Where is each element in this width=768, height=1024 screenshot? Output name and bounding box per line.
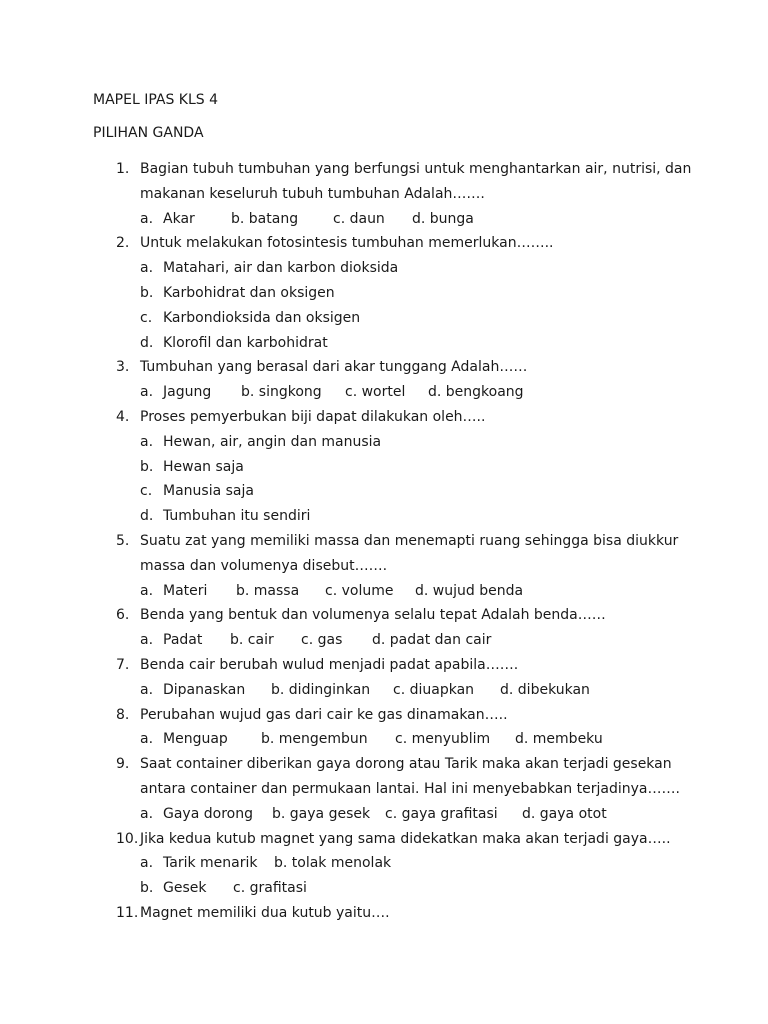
question-item	[0, 529, 768, 603]
question-line	[0, 355, 768, 380]
question-line	[0, 827, 768, 852]
option-text: b. batang	[231, 210, 299, 227]
option-text: d. membeku	[515, 731, 603, 748]
option-letter: b.	[140, 880, 154, 897]
option-text: c. grafitasi	[233, 880, 307, 897]
question-item	[0, 405, 768, 529]
option-letter: a.	[140, 805, 154, 822]
question-item	[0, 703, 768, 753]
question-line	[0, 901, 768, 926]
answer-option-row	[0, 380, 768, 405]
option-text: Gaya dorong	[163, 805, 253, 822]
question-number: 2.	[116, 235, 130, 252]
option-text: Hewan saja	[163, 458, 244, 475]
question-number: 1.	[116, 161, 130, 177]
question-item	[0, 827, 768, 901]
question-text: Bagian tubuh tumbuhan yang berfungsi untuk menghantarkan air, nutrisi, dan	[140, 161, 692, 177]
option-letter: d.	[140, 508, 154, 525]
option-text: b. cair	[230, 632, 274, 649]
option-letter: a.	[140, 681, 154, 698]
section-heading: PILIHAN GANDA	[93, 125, 204, 141]
option-text: b. tolak menolak	[274, 855, 392, 872]
option-text: c. volume	[325, 582, 394, 599]
option-letter: a.	[140, 731, 154, 748]
question-text: Perubahan wujud gas dari cair ke gas dinamakan…..	[140, 706, 508, 723]
option-text: Karbondioksida dan oksigen	[163, 309, 361, 326]
question-line	[0, 603, 768, 628]
question-text: makanan keseluruh tubuh tumbuhan Adalah…….	[140, 185, 485, 202]
option-letter: b.	[140, 458, 154, 475]
option-text: Matahari, air dan karbon dioksida	[163, 260, 399, 277]
answer-option-row	[0, 876, 768, 901]
question-line	[0, 653, 768, 678]
question-number: 4.	[116, 408, 130, 425]
answer-option	[0, 455, 768, 480]
option-text: Materi	[163, 582, 208, 599]
question-number: 10.	[116, 830, 139, 847]
option-text: Gesek	[163, 880, 207, 897]
answer-option-row	[0, 851, 768, 876]
option-text: b. didinginkan	[271, 681, 371, 698]
question-text: Benda cair berubah wulud menjadi padat apabila…….	[140, 656, 519, 673]
option-letter: d.	[140, 334, 154, 351]
option-text: Menguap	[163, 731, 228, 748]
option-letter: a.	[140, 632, 154, 649]
answer-option-row	[0, 727, 768, 752]
answer-option-row	[0, 678, 768, 703]
question-text: Jika kedua kutub magnet yang sama didekatkan maka akan terjadi gaya…..	[140, 830, 671, 847]
option-letter: a.	[140, 210, 154, 227]
option-text: c. menyublim	[395, 731, 491, 748]
question-text: Tumbuhan yang berasal dari akar tunggang Adalah……	[140, 359, 528, 376]
option-text: c. gas	[301, 632, 343, 649]
question-text: Saat container diberikan gaya dorong atau Tarik maka akan terjadi gesekan	[140, 756, 672, 773]
question-text: Proses pemyerbukan biji dapat dilakukan oleh…..	[140, 408, 486, 425]
question-number: 8.	[116, 706, 130, 723]
option-text: b. massa	[236, 582, 300, 599]
question-list	[0, 157, 768, 926]
answer-option	[0, 430, 768, 455]
question-text: Benda yang bentuk dan volumenya selalu tepat Adalah benda……	[140, 607, 606, 624]
option-text: Tarik menarik	[163, 855, 258, 872]
option-text: Karbohidrat dan oksigen	[163, 284, 335, 301]
question-number: 7.	[116, 656, 130, 673]
option-text: d. bengkoang	[428, 384, 524, 401]
option-text: b. mengembun	[261, 731, 368, 748]
answer-option	[0, 479, 768, 504]
option-letter: c.	[140, 483, 153, 500]
question-item	[0, 752, 768, 826]
question-item	[0, 231, 768, 355]
option-text: d. wujud benda	[415, 582, 524, 599]
answer-option-row	[0, 207, 768, 232]
option-letter: a.	[140, 384, 154, 401]
option-text: d. bunga	[412, 210, 474, 227]
question-line	[0, 703, 768, 728]
question-number: 3.	[116, 359, 130, 376]
option-text: c. diuapkan	[393, 681, 475, 698]
option-text: Dipanaskan	[163, 681, 246, 698]
option-text: b. singkong	[241, 384, 322, 401]
question-line	[0, 554, 768, 579]
option-letter: a.	[140, 855, 154, 872]
option-text: Tumbuhan itu sendiri	[163, 508, 311, 525]
answer-option	[0, 306, 768, 331]
answer-option-row	[0, 579, 768, 604]
question-line	[0, 777, 768, 802]
option-text: d. dibekukan	[500, 681, 590, 698]
option-letter: a.	[140, 260, 154, 277]
answer-option	[0, 331, 768, 356]
question-number: 9.	[116, 756, 130, 773]
question-item	[0, 157, 768, 231]
question-line	[0, 182, 768, 207]
answer-option-row	[0, 802, 768, 827]
option-text: Jagung	[163, 384, 212, 401]
option-text: Klorofil dan karbohidrat	[163, 334, 328, 351]
document-subject-heading: MAPEL IPAS KLS 4	[93, 92, 219, 108]
option-text: c. gaya grafitasi	[385, 805, 498, 822]
option-letter: a.	[140, 433, 154, 450]
question-item	[0, 653, 768, 703]
answer-option	[0, 504, 768, 529]
question-text: Untuk melakukan fotosintesis tumbuhan memerlukan……..	[140, 235, 554, 252]
question-line	[0, 157, 768, 182]
question-text: massa dan volumenya disebut…….	[140, 557, 388, 574]
question-number: 11.	[116, 904, 139, 921]
question-text: antara container dan permukaan lantai. Hal ini menyebabkan terjadinya…….	[140, 780, 680, 797]
question-line	[0, 529, 768, 554]
question-item	[0, 355, 768, 405]
option-letter: b.	[140, 284, 154, 301]
question-line	[0, 405, 768, 430]
option-text: Hewan, air, angin dan manusia	[163, 433, 382, 450]
answer-option	[0, 256, 768, 281]
question-text: Suatu zat yang memiliki massa dan menemapti ruang sehingga bisa diukkur	[140, 532, 679, 549]
option-letter: a.	[140, 582, 154, 599]
option-text: b. gaya gesek	[272, 805, 371, 822]
answer-option-row	[0, 628, 768, 653]
option-text: Manusia saja	[163, 483, 254, 500]
option-text: c. daun	[333, 210, 385, 227]
option-text: d. gaya otot	[522, 805, 607, 822]
question-text: Magnet memiliki dua kutub yaitu….	[140, 904, 390, 921]
question-item	[0, 603, 768, 653]
question-item	[0, 901, 768, 926]
option-text: Padat	[163, 632, 203, 649]
question-line	[0, 231, 768, 256]
question-line	[0, 752, 768, 777]
option-text: Akar	[163, 210, 195, 227]
question-number: 5.	[116, 532, 130, 549]
question-number: 6.	[116, 607, 130, 624]
option-letter: c.	[140, 309, 153, 326]
answer-option	[0, 281, 768, 306]
option-text: d. padat dan cair	[372, 632, 492, 649]
option-text: c. wortel	[345, 384, 406, 401]
